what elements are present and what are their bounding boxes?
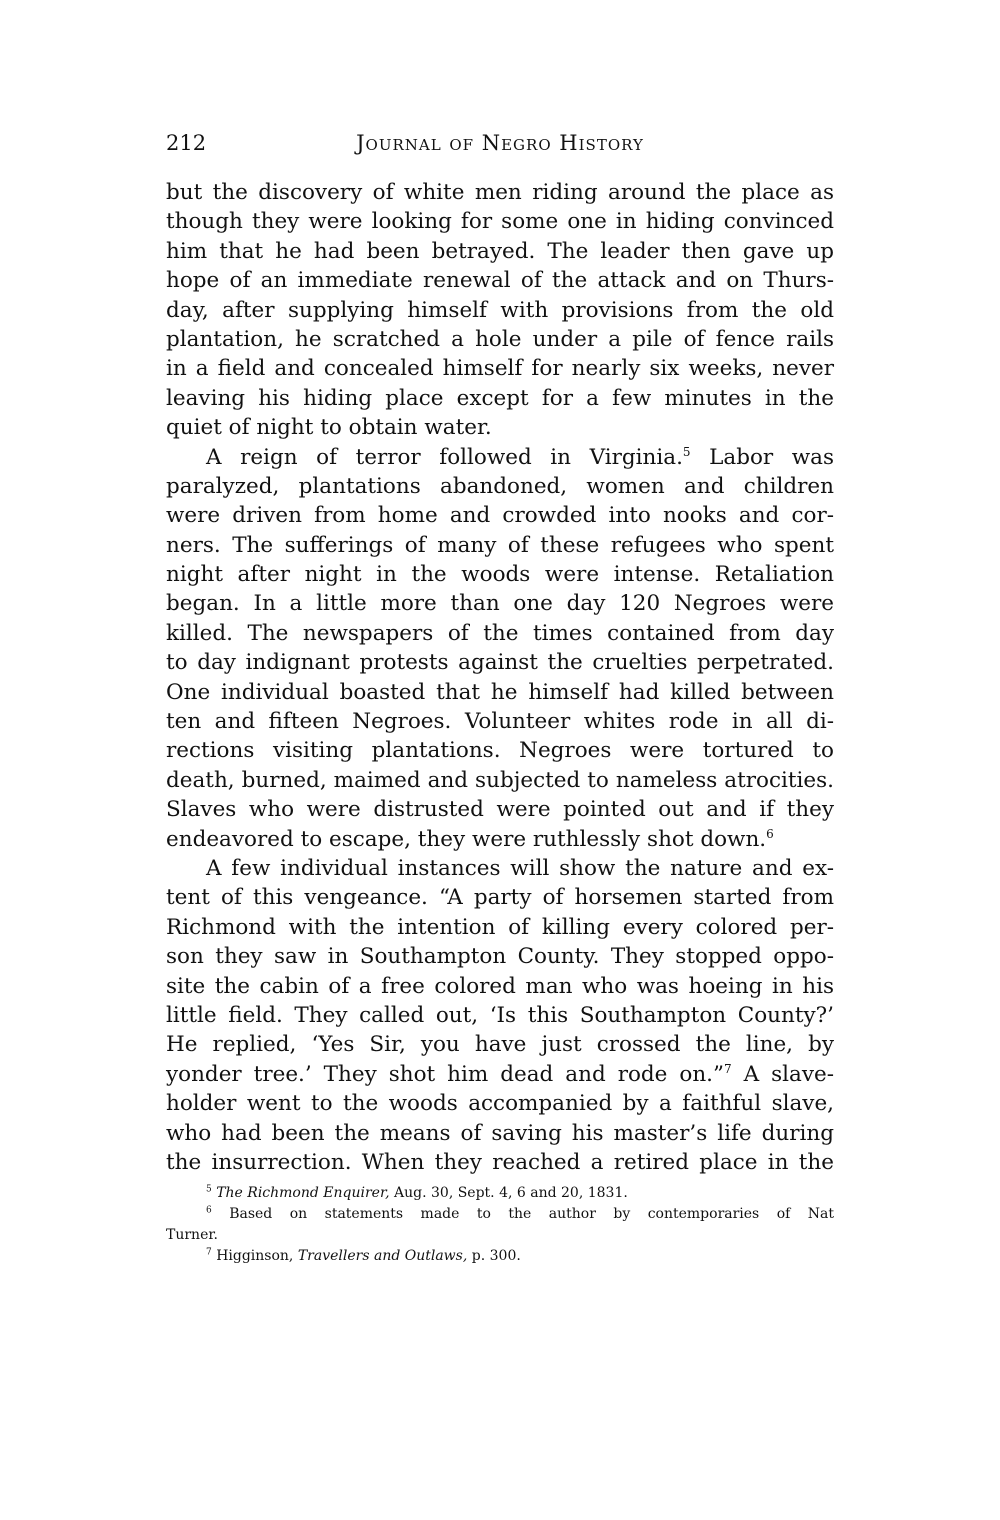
footnote-marker: 5 [206,1184,212,1195]
text-line: began. In a little more than one day 120 Negroes were [166,591,834,617]
text-line: death, burned, maimed and subjected to nameless atrocities. [166,767,834,793]
footnote-marker: 6 [206,1205,212,1216]
text-line: plantation, he scratched a hole under a pile of fence rails [166,326,834,352]
text-span: Labor was [690,444,834,470]
page-number: 212 [166,131,207,155]
footnote-ref-6[interactable]: 6 [766,826,774,841]
text-line: A few individual instances will show the nature and ex- [206,855,834,881]
text-span: yonder tree.’ They shot him dead and rode on.” [166,1061,724,1087]
text-line: paralyzed, plantations abandoned, women and children [166,473,834,499]
footnote-text: Based on statements made to the author by contemporaries of Nat [229,1206,834,1222]
footnotes [166,1183,834,1267]
footnote-author: Higginson, [216,1248,298,1264]
text-line: rections visiting plantations. Negroes were tortured to [166,738,834,764]
footnote-7 [166,1246,834,1267]
text-line: ners. The sufferings of many of these refugees who spent [166,532,834,558]
text-line: tent of this vengeance. “A party of horsemen started from [166,885,834,911]
paragraph-first-line [166,443,834,472]
text-line: in a field and concealed himself for nearly six weeks, never [166,356,834,382]
footnote-text: Aug. 30, Sept. 4, 6 and 20, 1831. [389,1185,628,1201]
text-line: who had been the means of saving his master’s life during [166,1120,834,1146]
text-line: him that he had been betrayed. The leader then gave up [166,238,834,264]
footnote-ref-7[interactable]: 7 [724,1061,732,1076]
page-header [166,131,834,161]
text-line: little field. They called out, ‘Is this Southampton County?’ [166,1002,834,1028]
text-line: holder went to the woods accompanied by a faithful slave, [166,1091,834,1117]
text-line: to day indignant protests against the cruelties perpetrated. [166,650,834,676]
footnote-5 [166,1183,834,1204]
footnote-marker: 7 [206,1247,212,1258]
text-line: site the cabin of a free colored man who was hoeing in his [166,973,834,999]
footnote-ref-5[interactable]: 5 [682,444,691,459]
text-line: He replied, ‘Yes Sir, you have just crossed the line, by [166,1032,834,1058]
body-text [166,178,834,1177]
text-span: A slave- [731,1061,834,1087]
text-line: One individual boasted that he himself had killed between [166,679,834,705]
paragraph-last-line [166,825,834,854]
footnote-ref-line [166,1060,834,1089]
text-line: but the discovery of white men riding around the place as [166,180,834,205]
footnote-source-title: Travellers and Outlaws, [297,1248,468,1264]
text-line: killed. The newspapers of the times contained from day [166,620,834,646]
text-line: son they saw in Southampton County. They stopped oppo- [166,944,834,970]
running-head: Journal of Negro History [356,131,644,155]
text-span: endeavored to escape, they were ruthlessly shot down. [166,826,767,852]
text-line: ten and fifteen Negroes. Volunteer whites rode in all di- [166,709,834,735]
footnote-source-title: The Richmond Enquirer, [216,1185,390,1201]
text-line: were driven from home and crowded into nooks and cor- [166,503,834,529]
footnote-6 [166,1204,834,1225]
text-span: A reign of terror followed in Virginia. [206,444,683,470]
footnote-6-continued: Turner. [166,1227,218,1243]
text-line: quiet of night to obtain water. [166,415,492,441]
text-line: night after night in the woods were intense. Retaliation [166,562,834,588]
text-line: day, after supplying himself with provisions from the old [166,297,834,323]
text-line: leaving his hiding place except for a few minutes in the [166,385,834,411]
footnote-text: p. 300. [467,1248,521,1264]
text-line: though they were looking for some one in hiding convinced [166,209,834,235]
text-line: Slaves who were distrusted were pointed out and if they [166,797,834,823]
text-line: hope of an immediate renewal of the attack and on Thurs- [166,268,834,294]
text-line: Richmond with the intention of killing every colored per- [166,914,834,940]
text-line: the insurrection. When they reached a retired place in the [166,1149,834,1175]
